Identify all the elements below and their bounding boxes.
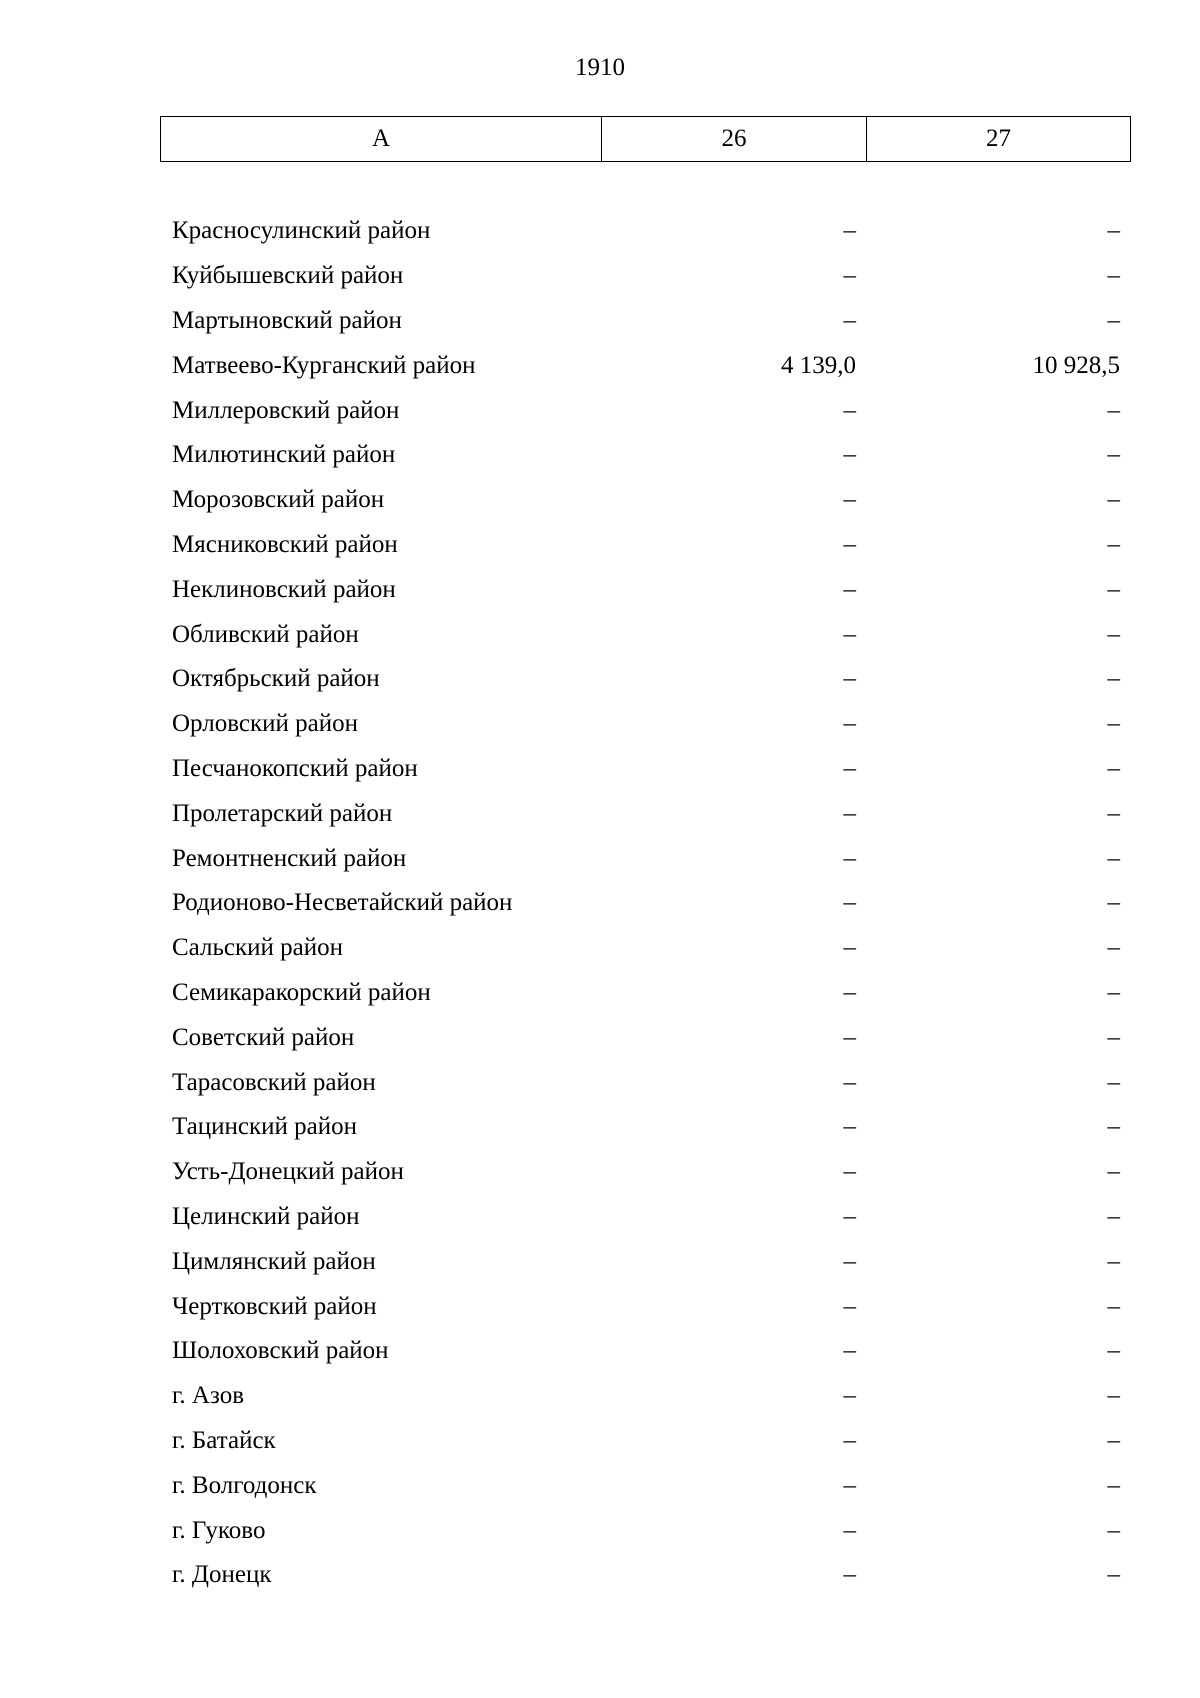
row-value-27: – [1107, 1471, 1120, 1499]
row-value-26: – [843, 217, 856, 245]
row-value-27: – [1107, 620, 1120, 648]
table-row [160, 478, 1130, 523]
row-value-27: – [1107, 396, 1120, 424]
column-header-a: А [161, 117, 602, 162]
row-value-27: – [1107, 1337, 1120, 1365]
row-value-27: – [1107, 1426, 1120, 1454]
table-row [160, 1195, 1130, 1240]
row-value-26: – [843, 799, 856, 827]
row-name: Усть-Донецкий район [172, 1158, 404, 1186]
table-row [160, 747, 1130, 792]
row-name: Шолоховский район [172, 1337, 389, 1365]
row-value-26: – [843, 1292, 856, 1320]
row-value-27: – [1107, 1202, 1120, 1230]
table-row [160, 1150, 1130, 1195]
row-name: Милютинский район [172, 441, 396, 469]
row-name: Пролетарский район [172, 799, 393, 827]
row-name: Неклиновский район [172, 575, 396, 603]
row-value-26: – [843, 1202, 856, 1230]
row-value-27: – [1107, 754, 1120, 782]
row-value-27: – [1107, 889, 1120, 917]
row-value-27: – [1107, 486, 1120, 514]
row-value-27: – [1107, 530, 1120, 558]
row-value-26: – [843, 575, 856, 603]
row-value-27: – [1107, 1068, 1120, 1096]
table-row [160, 1015, 1130, 1060]
row-value-27: – [1107, 1561, 1120, 1589]
row-value-27: – [1107, 441, 1120, 469]
row-value-26: – [843, 441, 856, 469]
row-value-27: – [1107, 978, 1120, 1006]
row-value-27: – [1107, 1113, 1120, 1141]
table-row [160, 433, 1130, 478]
row-name: Чертковский район [172, 1292, 377, 1320]
table-row [160, 209, 1130, 254]
row-name: Красносулинский район [172, 217, 431, 245]
row-value-27: – [1107, 799, 1120, 827]
row-value-27: – [1107, 844, 1120, 872]
table-row [160, 612, 1130, 657]
row-value-26: – [843, 1426, 856, 1454]
table-row [160, 702, 1130, 747]
table-row [160, 1508, 1130, 1553]
table-row [160, 1060, 1130, 1105]
row-value-27: 10 928,5 [1032, 351, 1120, 379]
table-row [160, 881, 1130, 926]
table-row [160, 1553, 1130, 1598]
row-value-26: – [843, 396, 856, 424]
row-value-27: – [1107, 1516, 1120, 1544]
column-header-table [160, 116, 1131, 162]
row-name: Цимлянский район [172, 1247, 376, 1275]
table-row [160, 1284, 1130, 1329]
data-table-body [160, 209, 1130, 1598]
row-value-27: – [1107, 306, 1120, 334]
table-row [160, 1374, 1130, 1419]
row-value-26: – [843, 1068, 856, 1096]
row-value-27: – [1107, 1023, 1120, 1051]
column-header-26: 26 [602, 117, 867, 162]
row-value-27: – [1107, 665, 1120, 693]
row-value-27: – [1107, 1158, 1120, 1186]
row-value-26: – [843, 665, 856, 693]
table-row [160, 1419, 1130, 1464]
row-value-26: – [843, 1158, 856, 1186]
row-name: г. Донецк [172, 1561, 272, 1589]
row-name: Сальский район [172, 934, 343, 962]
row-value-27: – [1107, 1247, 1120, 1275]
row-name: Морозовский район [172, 486, 385, 514]
row-value-26: – [843, 1516, 856, 1544]
row-name: г. Гуково [172, 1516, 266, 1544]
row-name: Ремонтненский район [172, 844, 407, 872]
table-row [160, 254, 1130, 299]
table-row [160, 1105, 1130, 1150]
row-value-27: – [1107, 1382, 1120, 1410]
row-name: Мясниковский район [172, 530, 398, 558]
row-value-26: – [843, 1113, 856, 1141]
row-value-27: – [1107, 710, 1120, 738]
table-row [160, 836, 1130, 881]
row-value-27: – [1107, 575, 1120, 603]
column-header-27: 27 [867, 117, 1131, 162]
table-row [160, 1239, 1130, 1284]
row-name: Советский район [172, 1023, 355, 1051]
row-name: Орловский район [172, 710, 358, 738]
row-value-26: – [843, 1023, 856, 1051]
row-value-26: – [843, 306, 856, 334]
row-value-27: – [1107, 1292, 1120, 1320]
row-value-27: – [1107, 217, 1120, 245]
row-value-26: – [843, 889, 856, 917]
row-name: Песчанокопский район [172, 754, 418, 782]
column-header-row [161, 117, 1131, 162]
row-value-26: – [843, 844, 856, 872]
row-value-26: – [843, 620, 856, 648]
row-name: г. Азов [172, 1382, 245, 1410]
table-row [160, 1329, 1130, 1374]
row-name: Семикаракорский район [172, 978, 431, 1006]
row-value-26: – [843, 1337, 856, 1365]
row-value-27: – [1107, 262, 1120, 290]
row-name: Куйбышевский район [172, 262, 404, 290]
row-name: Тарасовский район [172, 1068, 376, 1096]
row-name: Целинский район [172, 1202, 360, 1230]
row-name: Родионово-Несветайский район [172, 889, 513, 917]
row-value-26: – [843, 1471, 856, 1499]
row-value-26: – [843, 934, 856, 962]
table-row [160, 343, 1130, 388]
row-value-26: – [843, 1561, 856, 1589]
row-value-26: – [843, 978, 856, 1006]
table-row [160, 523, 1130, 568]
row-name: Обливский район [172, 620, 359, 648]
row-value-27: – [1107, 934, 1120, 962]
row-value-26: – [843, 1247, 856, 1275]
page-number: 1910 [575, 54, 625, 81]
row-value-26: – [843, 710, 856, 738]
row-name: Матвеево-Курганский район [172, 351, 476, 379]
data-table [160, 209, 1130, 1598]
row-value-26: – [843, 754, 856, 782]
row-name: г. Батайск [172, 1426, 276, 1454]
row-name: г. Волгодонск [172, 1471, 317, 1499]
row-name: Мартыновский район [172, 306, 402, 334]
table-row [160, 388, 1130, 433]
table-row [160, 657, 1130, 702]
table-row [160, 791, 1130, 836]
row-name: Миллеровский район [172, 396, 400, 424]
row-name: Октябрьский район [172, 665, 380, 693]
row-value-26: – [843, 530, 856, 558]
row-value-26: – [843, 1382, 856, 1410]
row-value-26: 4 139,0 [781, 351, 856, 379]
table-row [160, 567, 1130, 612]
row-value-26: – [843, 262, 856, 290]
table-row [160, 971, 1130, 1016]
row-name: Тацинский район [172, 1113, 357, 1141]
table-row [160, 1463, 1130, 1508]
table-row [160, 926, 1130, 971]
row-value-26: – [843, 486, 856, 514]
table-row [160, 299, 1130, 344]
